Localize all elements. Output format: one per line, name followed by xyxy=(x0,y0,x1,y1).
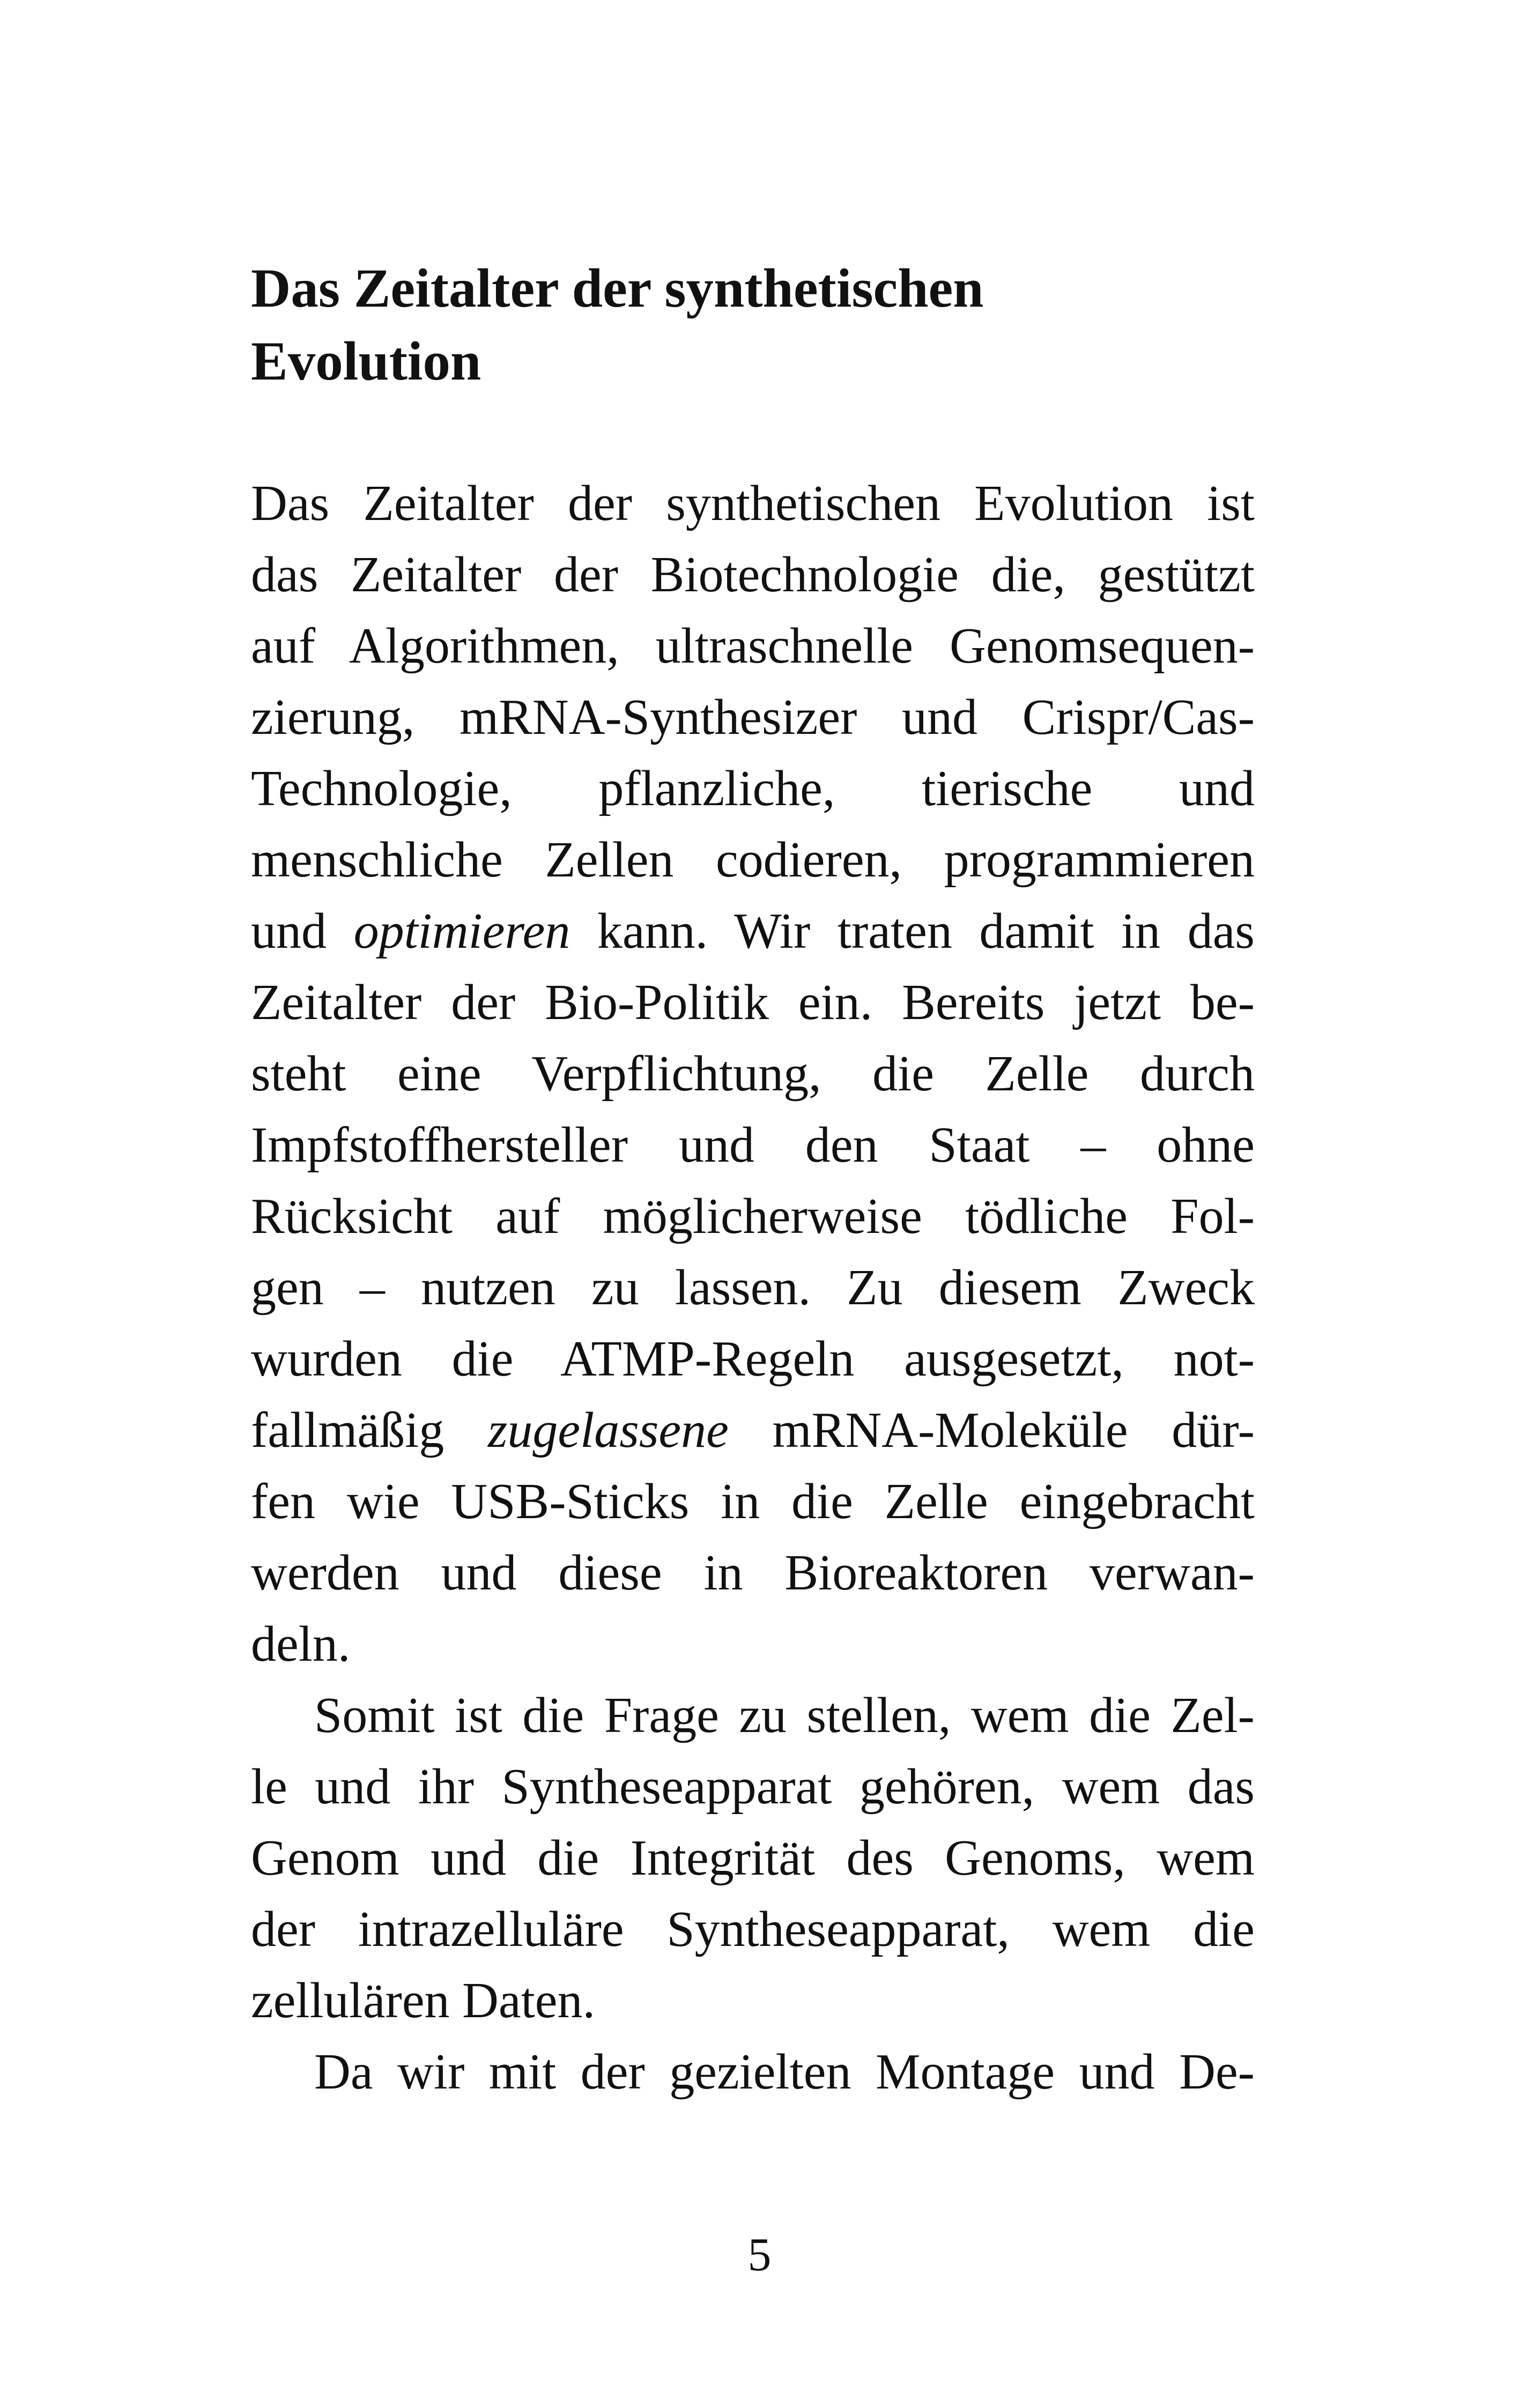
chapter-title-line-1: Das Zeitalter der synthetischen xyxy=(251,258,984,319)
text-segment: kann. Wir traten damit in das xyxy=(570,903,1255,959)
text-line: fen wie USB-Sticks in die Zelle eingebracht xyxy=(251,1474,1255,1529)
text-line: Rücksicht auf möglicherweise tödliche Fol- xyxy=(251,1188,1255,1244)
text-line: zierung, mRNA-Synthesizer und Crispr/Cas- xyxy=(251,689,1255,745)
text-line: wurden die ATMP-Regeln ausgesetzt, not- xyxy=(251,1331,1255,1387)
text-segment: mRNA-Moleküle dür- xyxy=(728,1402,1255,1458)
text-line xyxy=(251,896,1255,967)
text-line: Zeitalter der Bio-Politik ein. Bereits jetzt be- xyxy=(251,975,1255,1030)
emphasized-word: optimieren xyxy=(353,903,570,959)
emphasized-word: zugelassene xyxy=(487,1402,729,1458)
paragraph-1 xyxy=(251,468,1255,1680)
text-line: der intrazelluläre Syntheseapparat, wem die xyxy=(251,1901,1255,1957)
body-text xyxy=(251,468,1255,2108)
text-line: das Zeitalter der Biotechnologie die, gestützt xyxy=(251,547,1255,603)
text-line xyxy=(251,1395,1255,1466)
text-line: Genom und die Integrität des Genoms, wem xyxy=(251,1830,1255,1886)
chapter-title xyxy=(251,252,1270,398)
text-line: Technologie, pflanzliche, tierische und xyxy=(251,761,1255,816)
text-segment: und xyxy=(251,903,354,959)
text-line: Da wir mit der gezielten Montage und De- xyxy=(314,2044,1255,2100)
text-line: steht eine Verpflichtung, die Zelle durch xyxy=(251,1046,1255,1102)
text-line: gen – nutzen zu lassen. Zu diesem Zweck xyxy=(251,1260,1255,1316)
text-line: auf Algorithmen, ultraschnelle Genomsequen- xyxy=(251,618,1255,674)
text-segment: fallmäßig xyxy=(251,1402,488,1458)
text-line: zellulären Daten. xyxy=(251,1973,595,2028)
text-line: Das Zeitalter der synthetischen Evolution ist xyxy=(251,475,1255,531)
text-line: le und ihr Syntheseapparat gehören, wem das xyxy=(251,1759,1255,1815)
paragraph-3 xyxy=(251,2037,1255,2108)
chapter-title-line-2: Evolution xyxy=(251,331,481,392)
text-line: Somit ist die Frage zu stellen, wem die Zel- xyxy=(314,1688,1255,1743)
text-line: Impfstoffhersteller und den Staat – ohne xyxy=(251,1117,1255,1173)
text-line: deln. xyxy=(251,1616,351,1672)
text-line: werden und diese in Bioreaktoren verwan- xyxy=(251,1545,1255,1601)
page-number: 5 xyxy=(747,2229,772,2281)
text-line: menschliche Zellen codieren, programmieren xyxy=(251,832,1255,888)
paragraph-2 xyxy=(251,1680,1255,2037)
